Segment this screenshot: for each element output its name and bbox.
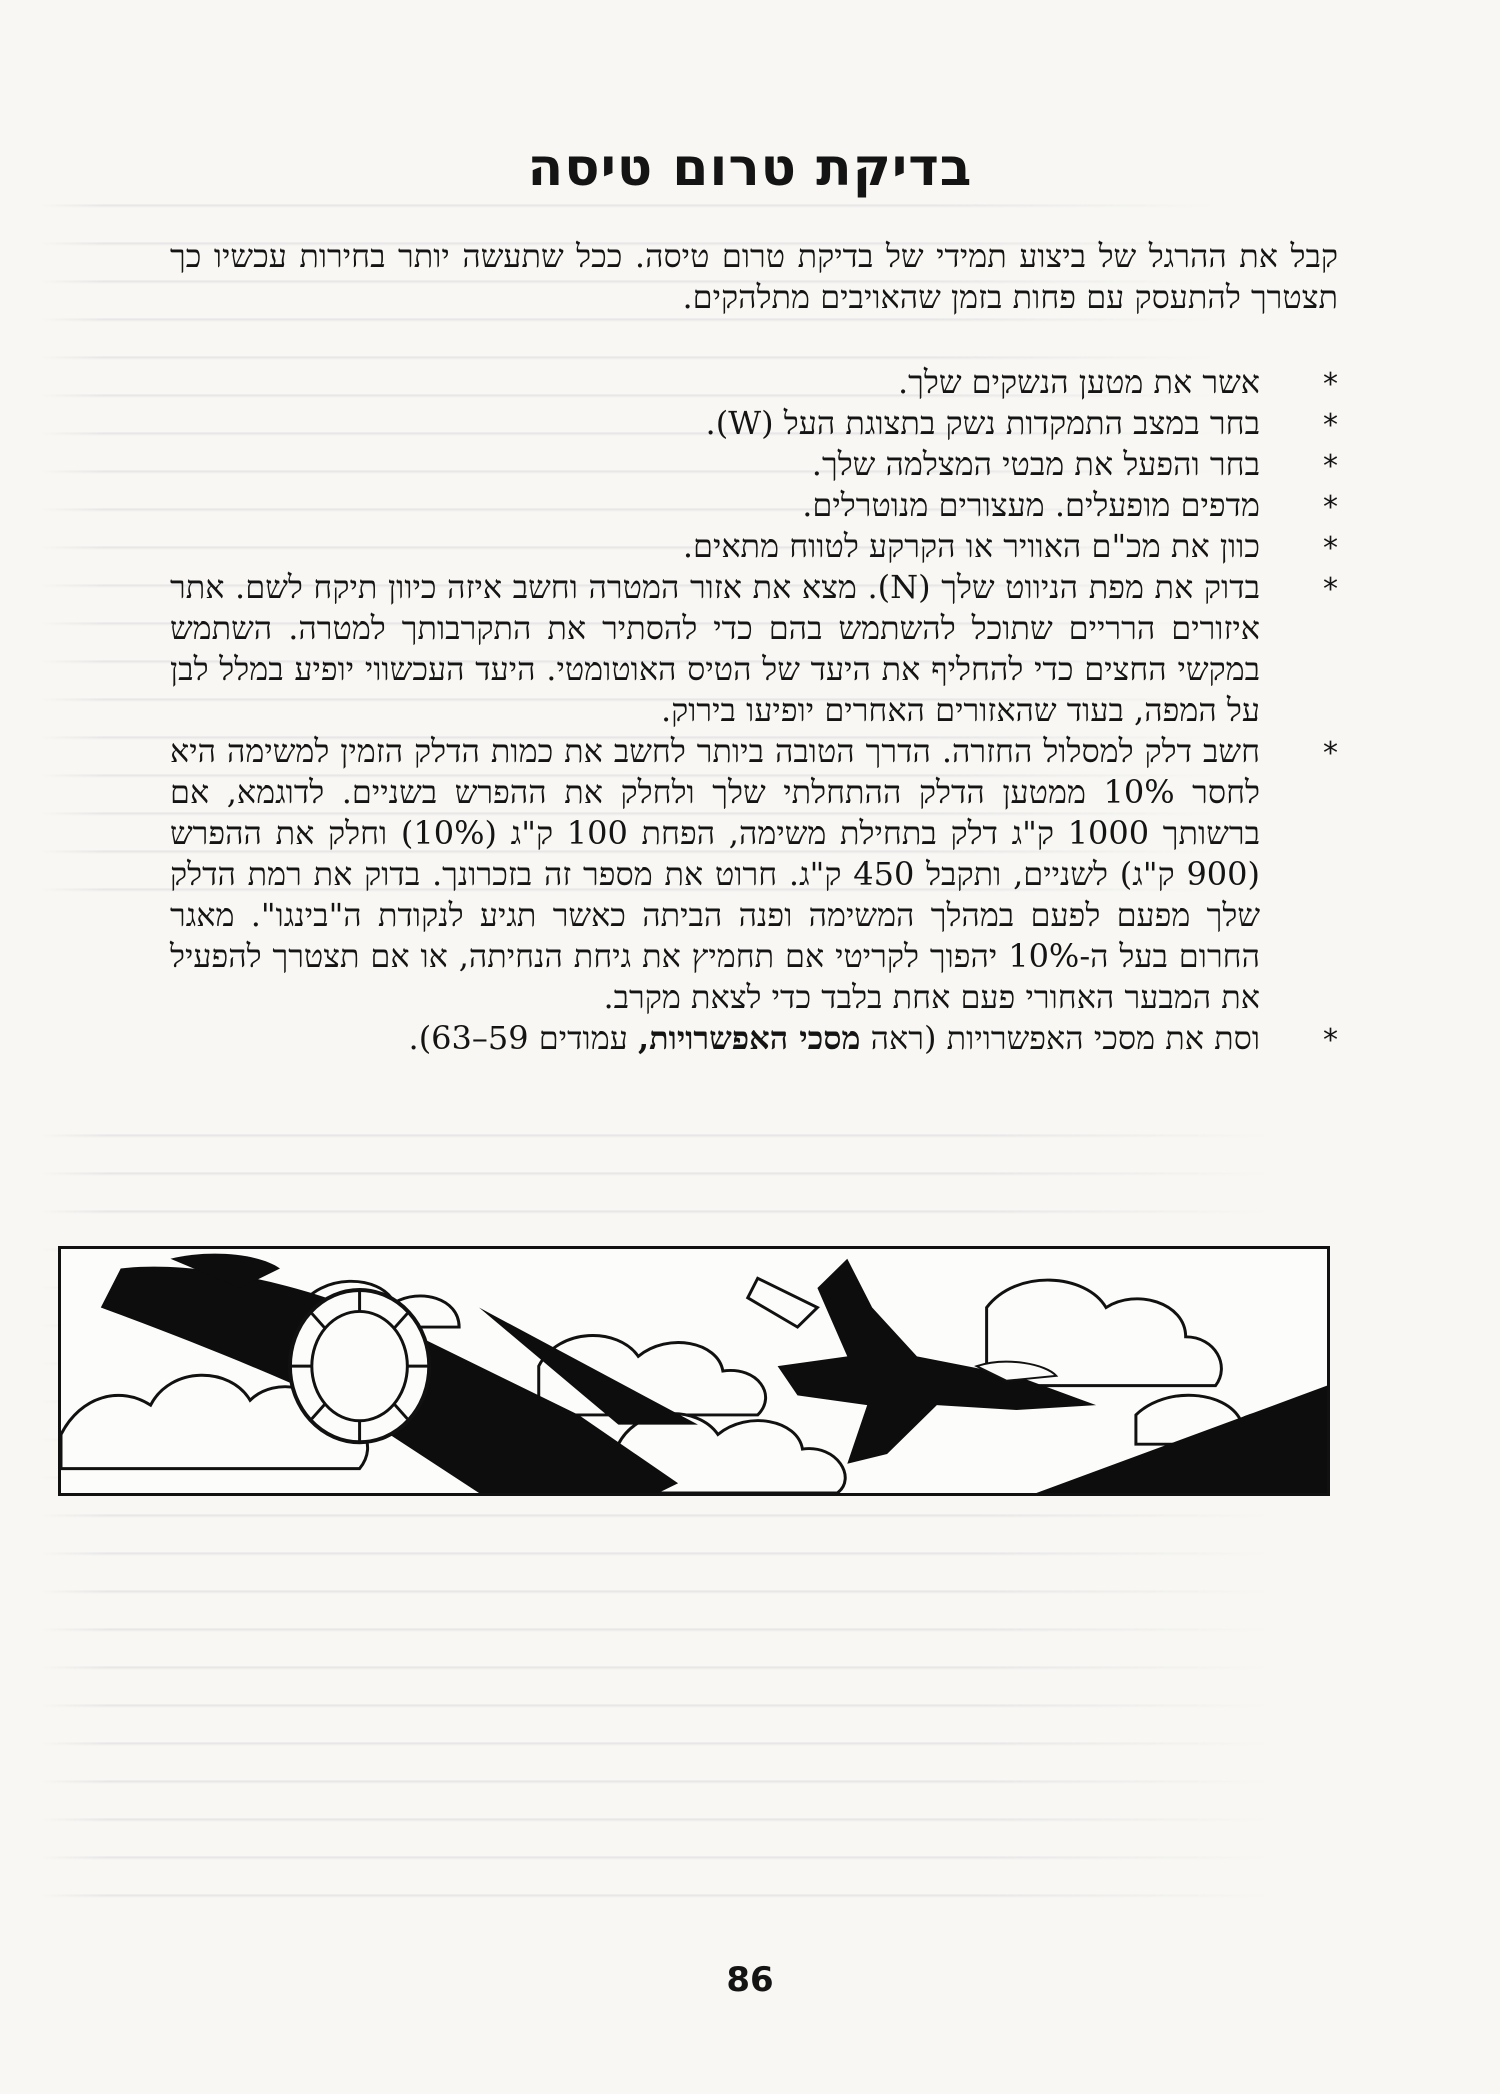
checklist-item-text: אשר את מטען הנשקים שלך. [897,363,1260,401]
reverse-side-bleed-bottom [40,1100,1380,1914]
checklist-item-flaps-brakes [170,485,1338,526]
checklist-item-text: מדפים מופעלים. מעצורים מנוטרלים. [802,486,1260,524]
fighter-jet-drawing [61,1249,1327,1493]
checklist-item-text: חשב דלק למסלול החזרה. הדרך הטובה ביותר לחשב את כמות הדלק הזמין למשימה היא לחסר 10% ממטען הדלק ההתחלתי שלך ולחלק את ההפרש בשניים. לדוגמא, אם ברשותך 1000 ק"ג דלק בתחילת משימה, הפחת 100 ק"ג (10%) וחלק את ההפרש (900 ק"ג) לשניים, ותקבל 450 ק"ג. חרוט את מספר זה בזכרונך. בדוק את רמת הדלק שלך מפעם לפעם במהלך המשימה ופנה הביתה כאשר תגיע לנקודת ה"בינגו". מאגר החרום בעל ה-10% יהפוך לקריטי אם תחמיץ את גיחת הנחיתה, או אם תצטרך להפעיל את המבער האחורי פעם אחת בלבד כדי לצאת מקרב. [170,732,1261,1016]
intro-paragraph: קבל את ההרגל של ביצוע תמידי של בדיקת טרום טיסה. ככל שתעשה יותר בחירות עכשיו כך תצטרך להתעסק עם פחות בזמן שהאויבים מתלהקים. [170,237,1339,316]
checklist-item-option-screens [170,1018,1338,1059]
page-title: בדיקת טרום טיסה [527,138,973,198]
checklist-item-navigation-map [170,567,1338,731]
checklist-item-camera-views [170,444,1338,485]
bullet-star: * [1323,408,1338,443]
page-number: 86 [726,1960,774,2000]
checklist-item-text: בחר והפעל את מבטי המצלמה שלך. [811,445,1260,483]
checklist-item-radar [170,526,1338,567]
checklist-item-text: בחר במצב התמקדות נשק בתצוגת העל (W). [705,404,1260,442]
fighter-jet-illustration [58,1246,1330,1496]
bullet-star: * [1323,736,1338,771]
checklist-item-weapons-load [170,362,1338,403]
checklist-item-weapon-focus [170,403,1338,444]
options-screens-reference: מסכי האפשרויות, [637,1019,861,1057]
checklist-item-text-after: עמודים 59–63). [408,1019,638,1057]
bullet-star: * [1323,1023,1338,1058]
checklist [170,362,1338,1059]
checklist-item-fuel [170,731,1338,1018]
bullet-star: * [1323,572,1338,607]
bullet-star: * [1323,367,1338,402]
checklist-item-text-before: וסת את מסכי האפשרויות (ראה [860,1019,1260,1057]
checklist-item-text: בדוק את מפת הניווט שלך (N). מצא את אזור המטרה וחשב איזה כיוון תיקח לשם. אתר איזורים הרריים שתוכל להשתמש בהם כדי להסתיר את התקרבותך למטרה. השתמש במקשי החצים כדי להחליף את היעד של הטיס האוטומטי. היעד העכשווי יופיע במלל לבן על המפה, בעוד שהאזורים האחרים יופיעו בירוק. [170,568,1261,729]
bullet-star: * [1323,490,1338,525]
checklist-item-text: כוון את מכ"ם האוויר או הקרקע לטווח מתאים. [682,527,1260,565]
bullet-star: * [1323,531,1338,566]
bullet-star: * [1323,449,1338,484]
